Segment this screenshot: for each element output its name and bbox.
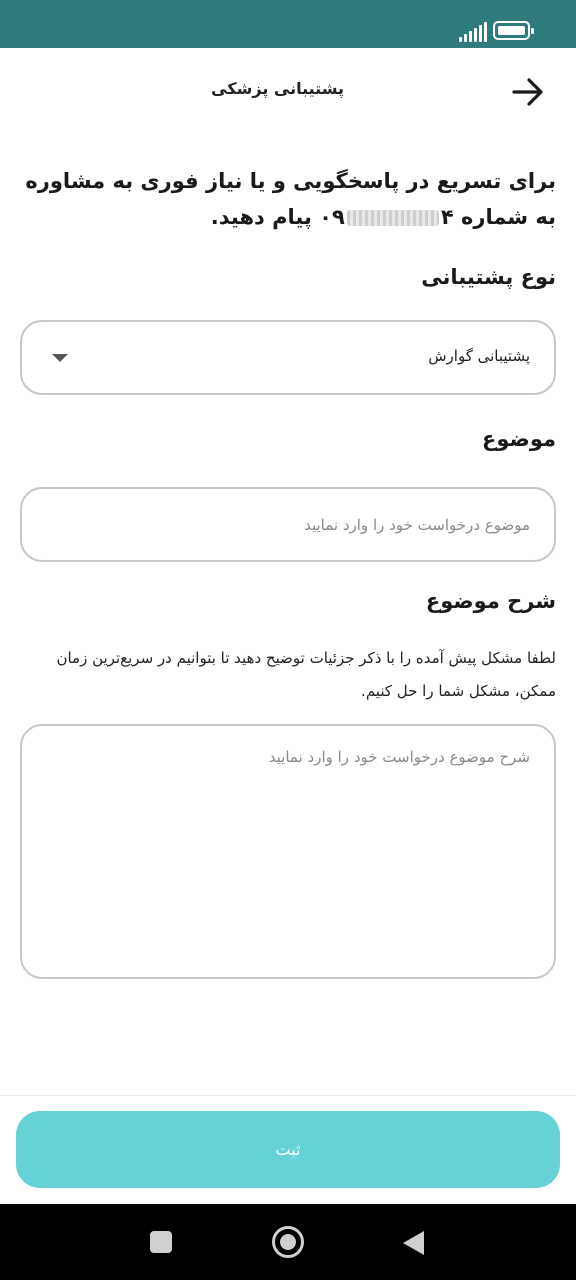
phone-start: ۰۹ [319, 205, 345, 229]
arrow-right-icon[interactable] [510, 74, 546, 110]
footer-divider [0, 1095, 576, 1096]
intro-text-before: برای تسریع در پاسخگویی و یا نیاز فوری به مشاوره به شماره [25, 169, 556, 229]
circle-home-icon[interactable] [272, 1226, 304, 1258]
triangle-back-icon[interactable] [403, 1231, 424, 1255]
system-nav-bar [0, 1204, 576, 1280]
submit-button[interactable]: ثبت [16, 1111, 560, 1188]
status-bar [0, 0, 576, 48]
caret-down-icon [52, 354, 68, 362]
support-type-label: نوع پشتیبانی [421, 265, 556, 289]
support-type-select[interactable] [20, 320, 556, 395]
signal-bars-icon [459, 22, 489, 42]
phone-number [319, 205, 453, 229]
intro-text [20, 163, 556, 235]
subject-input[interactable] [22, 489, 554, 560]
subject-label: موضوع [482, 427, 556, 451]
intro-text-after: پیام دهید. [210, 205, 312, 229]
support-type-value: پشتیبانی گوارش [428, 347, 530, 365]
subject-field-container [20, 487, 556, 562]
phone-end: ۴ [440, 205, 454, 229]
masked-phone-digits [347, 210, 439, 226]
page-title: پشتیبانی پزشکی [211, 79, 344, 98]
description-help-text: لطفا مشکل پیش آمده را با ذکر جزئیات توضیح دهید تا بتوانیم در سریع‌ترین زمان ممکن، مشکل شما را حل کنیم. [56, 649, 556, 700]
description-label: شرح موضوع [425, 589, 556, 613]
app-header [0, 48, 576, 136]
description-textarea[interactable] [22, 726, 554, 977]
battery-icon [493, 21, 530, 40]
square-icon[interactable] [150, 1231, 172, 1253]
description-field-container [20, 724, 556, 979]
